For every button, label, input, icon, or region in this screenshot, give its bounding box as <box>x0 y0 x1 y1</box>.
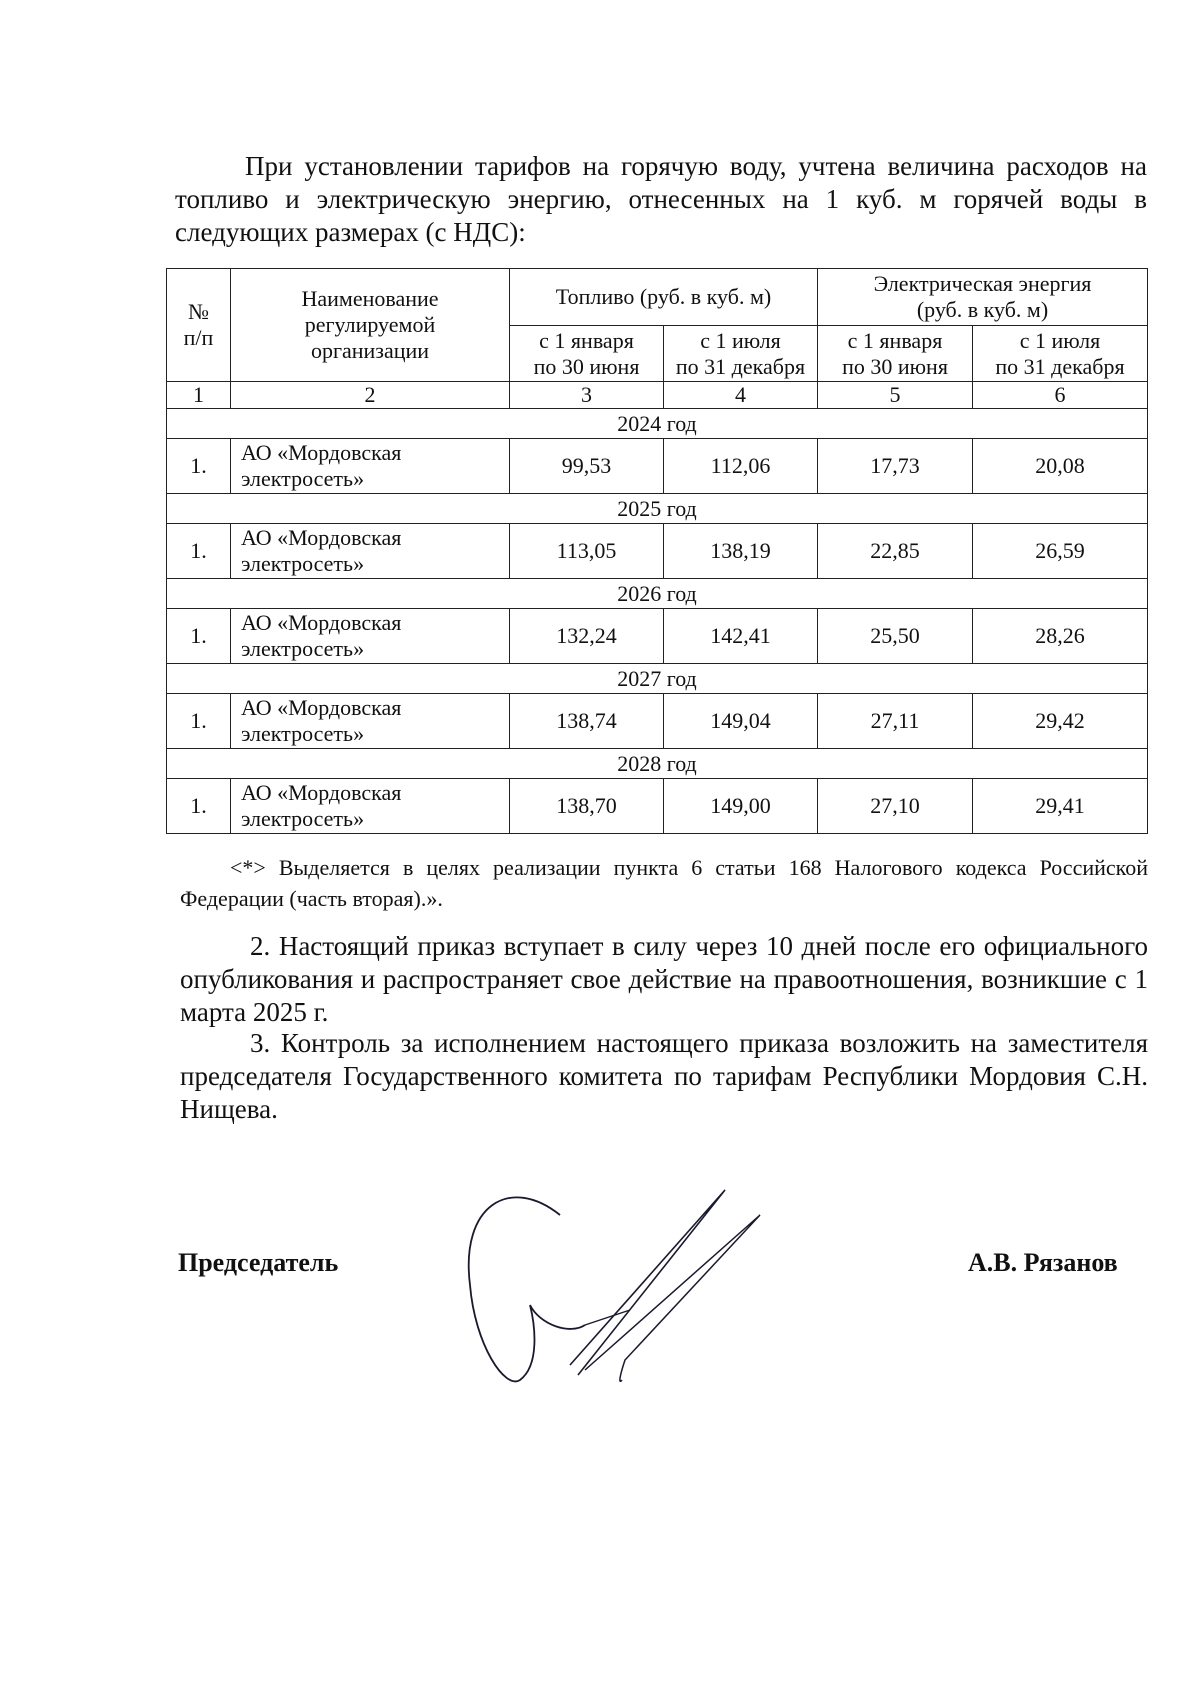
fuel-period1-value: 132,24 <box>510 609 664 664</box>
organization-name: АО «Мордовская электросеть» <box>231 439 510 494</box>
column-number: 6 <box>973 382 1148 409</box>
electric-period2-value: 20,08 <box>973 439 1148 494</box>
electric-period2-value: 26,59 <box>973 524 1148 579</box>
footnote: <*> Выделяется в целях реализации пункта 6 статьи 168 Налогового кодекса Российской Федерации (часть вторая).». <box>180 855 1148 911</box>
electric-period2-value: 29,42 <box>973 694 1148 749</box>
electric-period1-value: 27,10 <box>818 779 973 834</box>
intro-paragraph: При установлении тарифов на горячую воду, учтена величина расходов на топливо и электрическую энергию, отнесенных на 1 куб. м горячей воды в следующих размерах (с НДС): <box>175 151 1147 247</box>
year-header: 2028 год <box>167 749 1148 779</box>
header-fuel-period1: с 1 января по 30 июня <box>510 326 664 382</box>
row-number: 1. <box>167 524 231 579</box>
paragraph-2: 2. Настоящий приказ вступает в силу через 10 дней после его официального опубликования и распространяет свое действие на правоотношения, возникшие с 1 марта 2025 г. <box>180 931 1148 1027</box>
fuel-period1-value: 113,05 <box>510 524 664 579</box>
fuel-period2-value: 149,00 <box>664 779 818 834</box>
column-number: 3 <box>510 382 664 409</box>
fuel-period2-value: 112,06 <box>664 439 818 494</box>
paragraph-3: 3. Контроль за исполнением настоящего приказа возложить на заместителя председателя Государственного комитета по тарифам Республики Мордовия С.Н. Нищева. <box>180 1028 1148 1124</box>
row-number: 1. <box>167 439 231 494</box>
row-number: 1. <box>167 779 231 834</box>
electric-period1-value: 25,50 <box>818 609 973 664</box>
year-header: 2025 год <box>167 494 1148 524</box>
column-number: 4 <box>664 382 818 409</box>
fuel-period2-value: 138,19 <box>664 524 818 579</box>
organization-name: АО «Мордовская электросеть» <box>231 524 510 579</box>
fuel-period1-value: 138,70 <box>510 779 664 834</box>
column-number: 5 <box>818 382 973 409</box>
organization-name: АО «Мордовская электросеть» <box>231 694 510 749</box>
column-number: 2 <box>231 382 510 409</box>
organization-name: АО «Мордовская электросеть» <box>231 609 510 664</box>
fuel-period2-value: 142,41 <box>664 609 818 664</box>
electric-period1-value: 22,85 <box>818 524 973 579</box>
table-row <box>167 524 1148 579</box>
signatory-title: Председатель <box>178 1248 339 1277</box>
row-number: 1. <box>167 609 231 664</box>
header-electric-period1: с 1 января по 30 июня <box>818 326 973 382</box>
organization-name: АО «Мордовская электросеть» <box>231 779 510 834</box>
fuel-period1-value: 99,53 <box>510 439 664 494</box>
electric-period2-value: 28,26 <box>973 609 1148 664</box>
header-fuel-period2: с 1 июля по 31 декабря <box>664 326 818 382</box>
table-row <box>167 694 1148 749</box>
fuel-period2-value: 149,04 <box>664 694 818 749</box>
table-row <box>167 609 1148 664</box>
header-electric-period2: с 1 июля по 31 декабря <box>973 326 1148 382</box>
row-number: 1. <box>167 694 231 749</box>
electric-period1-value: 17,73 <box>818 439 973 494</box>
column-number: 1 <box>167 382 231 409</box>
year-header: 2024 год <box>167 409 1148 439</box>
handwritten-signature <box>450 1175 790 1405</box>
header-organization: Наименование регулируемой организации <box>231 269 510 382</box>
electric-period1-value: 27,11 <box>818 694 973 749</box>
fuel-period1-value: 138,74 <box>510 694 664 749</box>
header-fuel: Топливо (руб. в куб. м) <box>510 269 818 326</box>
tariff-table <box>166 268 1148 834</box>
header-number: № п/п <box>167 269 231 382</box>
header-electric: Электрическая энергия (руб. в куб. м) <box>818 269 1148 326</box>
year-header: 2027 год <box>167 664 1148 694</box>
year-header: 2026 год <box>167 579 1148 609</box>
signatory-name: А.В. Рязанов <box>968 1248 1118 1277</box>
table-row <box>167 439 1148 494</box>
table-row <box>167 779 1148 834</box>
electric-period2-value: 29,41 <box>973 779 1148 834</box>
